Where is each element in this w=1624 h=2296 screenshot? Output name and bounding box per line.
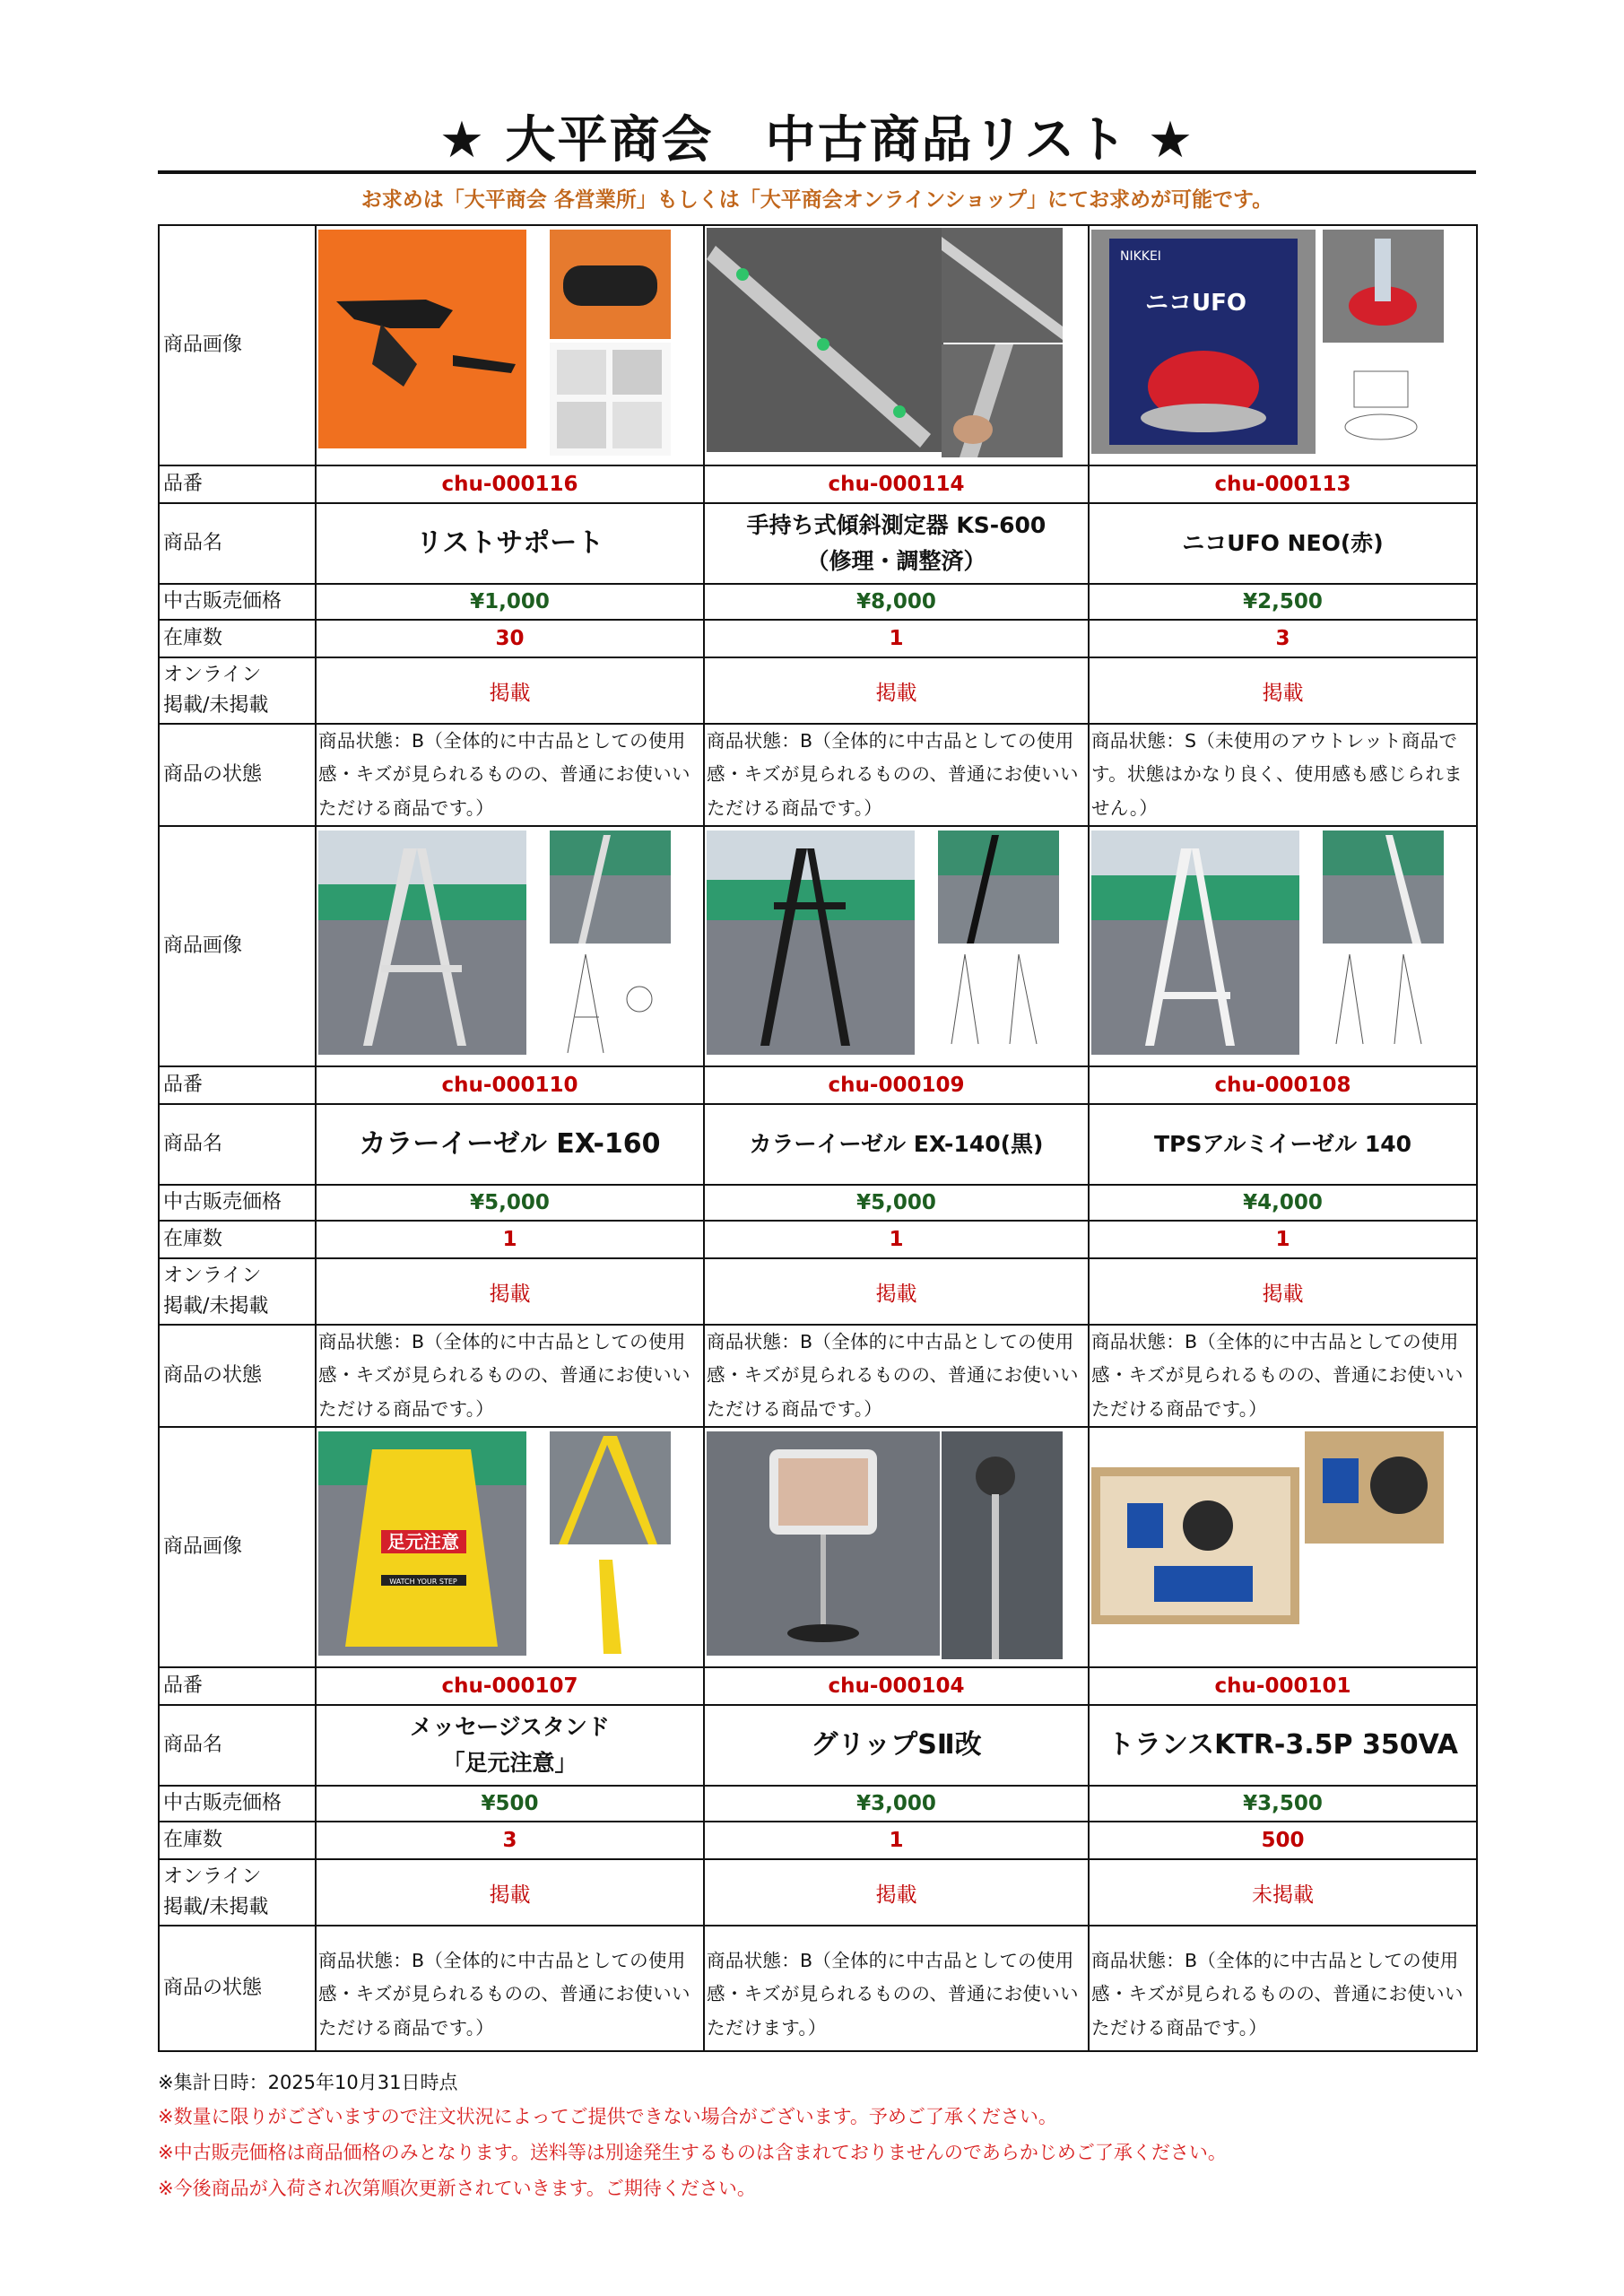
product-stock: 1 [704, 1822, 1089, 1859]
product-name [704, 1705, 1089, 1786]
product-name [316, 503, 704, 584]
product-condition: 商品状態：B（全体的に中古品としての使用感・キズが見られるものの、普通にお使いいただける商品です。） [1089, 1325, 1477, 1427]
product-stock: 500 [1089, 1822, 1477, 1859]
ufo-brand-text: NIKKEI [1120, 249, 1161, 264]
product-name-line: リストサポート [415, 527, 604, 559]
product-block-1 [158, 224, 1478, 827]
product-condition: 商品状態：B（全体的に中古品としての使用感・キズが見られるものの、普通にお使いいただける商品です。） [704, 1325, 1089, 1427]
row-label-online [159, 1859, 316, 1926]
product-name-line: 手持ち式傾斜測定器 KS-600 [746, 512, 1046, 538]
row-label-price: 中古販売価格 [159, 1786, 316, 1822]
product-name-line: トランスKTR-3.5P 350VA [1107, 1729, 1458, 1761]
row-label-name: 商品名 [159, 1705, 316, 1786]
row-label-code: 品番 [159, 1667, 316, 1705]
product-price: ¥1,000 [316, 584, 704, 620]
product-price: ¥5,000 [316, 1185, 704, 1221]
product-image-cell [316, 225, 704, 465]
tps-easel-photo [1091, 831, 1299, 1055]
product-image-cell [704, 1427, 1089, 1667]
product-image-cell [316, 1427, 704, 1667]
row-label-condition: 商品の状態 [159, 1926, 316, 2051]
row-label-image: 商品画像 [159, 225, 316, 465]
wrist-support-photo [318, 230, 526, 448]
product-stock: 3 [316, 1822, 704, 1859]
product-price: ¥2,500 [1089, 584, 1477, 620]
product-name-line: カラーイーゼル EX-140(黒) [749, 1131, 1044, 1157]
product-name-line: メッセージスタンド [410, 1714, 610, 1740]
label-line: オンライン [163, 1865, 262, 1888]
product-image-cell [704, 826, 1089, 1066]
stand-sign-text: 足元注意 [387, 1531, 459, 1552]
easel-ex140-diagram [938, 945, 1059, 1058]
label-line: 掲載/未掲載 [163, 1295, 269, 1318]
row-label-price: 中古販売価格 [159, 1185, 316, 1221]
row-label-code: 品番 [159, 1066, 316, 1104]
product-code: chu-000116 [316, 465, 704, 503]
label-line: オンライン [163, 1264, 262, 1287]
product-price: ¥3,000 [704, 1786, 1089, 1822]
product-stock: 1 [1089, 1221, 1477, 1258]
level-gauge-hand-photo [942, 344, 1063, 457]
row-label-name: 商品名 [159, 503, 316, 584]
nico-ufo-diagram [1323, 344, 1444, 457]
product-image-cell [1089, 826, 1477, 1066]
row-label-image: 商品画像 [159, 826, 316, 1066]
nico-ufo-photo [1323, 230, 1444, 343]
message-stand-folded-image [550, 1546, 671, 1659]
product-condition: 商品状態：B（全体的に中古品としての使用感・キズが見られるものの、普通にお使いいただける商品です。） [316, 1325, 704, 1427]
row-label-condition: 商品の状態 [159, 724, 316, 826]
product-online-status: 掲載 [316, 657, 704, 724]
footer-note: ※数量に限りがございますので注文状況によってご提供できない場合がございます。予めご了承ください。 [158, 2106, 1057, 2127]
product-name-line: カラーイーゼル EX-160 [359, 1128, 661, 1160]
product-online-status: 未掲載 [1089, 1859, 1477, 1926]
product-price: ¥500 [316, 1786, 704, 1822]
product-code: chu-000109 [704, 1066, 1089, 1104]
product-name [1089, 1705, 1477, 1786]
row-label-stock: 在庫数 [159, 1221, 316, 1258]
product-online-status: 掲載 [316, 1258, 704, 1325]
product-block-3 [158, 1426, 1478, 2052]
product-image-cell [1089, 1427, 1477, 1667]
page-title: ★ 大平商会 中古商品リスト ★ [439, 111, 1195, 170]
transformer-detail-photo [1305, 1431, 1444, 1544]
product-code: chu-000114 [704, 465, 1089, 503]
product-stock: 1 [316, 1221, 704, 1258]
grip-stand-detail-photo [942, 1431, 1063, 1659]
product-stock: 3 [1089, 620, 1477, 657]
product-condition: 商品状態：B（全体的に中古品としての使用感・キズが見られるものの、普通にお使いいただける商品です。） [1089, 1926, 1477, 2051]
ufo-name-text: ニコUFO [1145, 290, 1246, 317]
easel-ex140-side-photo [938, 831, 1059, 944]
product-image-cell [316, 826, 704, 1066]
footer-note: ※中古販売価格は商品価格のみとなります。送料等は別途発生するものは含まれておりませんのであらかじめご了承ください。 [158, 2142, 1227, 2163]
tps-easel-side-photo [1323, 831, 1444, 944]
row-label-image: 商品画像 [159, 1427, 316, 1667]
product-online-status: 掲載 [704, 1859, 1089, 1926]
wrist-support-manual-image [550, 343, 671, 456]
tps-easel-diagram [1323, 945, 1444, 1058]
page-subtitle: お求めは「大平商会 各営業所」もしくは「大平商会オンラインショップ」にてお求めが可能です。 [360, 188, 1273, 212]
product-image-cell [1089, 225, 1477, 465]
product-name-line: TPSアルミイーゼル 140 [1153, 1131, 1412, 1157]
product-online-status: 掲載 [704, 657, 1089, 724]
grip-stand-photo [707, 1431, 940, 1656]
product-price: ¥3,500 [1089, 1786, 1477, 1822]
row-label-price: 中古販売価格 [159, 584, 316, 620]
product-condition: 商品状態：B（全体的に中古品としての使用感・キズが見られるものの、普通にお使いいただける商品です。） [316, 724, 704, 826]
product-stock: 1 [704, 620, 1089, 657]
product-online-status: 掲載 [1089, 657, 1477, 724]
easel-ex140-photo [707, 831, 915, 1055]
product-online-status: 掲載 [1089, 1258, 1477, 1325]
product-condition: 商品状態：S（未使用のアウトレット商品です。状態はかなり良く、使用感も感じられません。） [1089, 724, 1477, 826]
message-stand-side-photo [550, 1431, 671, 1544]
product-name [1089, 1104, 1477, 1185]
footer-note: ※集計日時：2025年10月31日時点 [158, 2072, 458, 2093]
transformer-box-photo [1091, 1467, 1299, 1624]
easel-ex160-side-photo [550, 831, 671, 944]
wrist-support-detail-photo [550, 230, 671, 339]
product-code: chu-000107 [316, 1667, 704, 1705]
row-label-condition: 商品の状態 [159, 1325, 316, 1427]
level-gauge-photo [707, 228, 943, 452]
label-line: 掲載/未掲載 [163, 1896, 269, 1918]
product-name [316, 1705, 704, 1786]
easel-ex160-photo [318, 831, 526, 1055]
product-stock: 1 [704, 1221, 1089, 1258]
product-name-line: 「足元注意」 [442, 1750, 578, 1776]
label-line: 掲載/未掲載 [163, 694, 269, 717]
product-name [704, 503, 1089, 584]
row-label-code: 品番 [159, 465, 316, 503]
product-online-status: 掲載 [704, 1258, 1089, 1325]
nico-ufo-package-photo [1091, 230, 1316, 454]
product-name [1089, 503, 1477, 584]
title-underline [158, 170, 1476, 174]
product-online-status: 掲載 [316, 1859, 704, 1926]
product-image-cell [704, 225, 1089, 465]
product-block-2 [158, 825, 1478, 1428]
product-code: chu-000113 [1089, 465, 1477, 503]
product-name-line: グリップSⅡ改 [811, 1729, 982, 1761]
row-label-stock: 在庫数 [159, 1822, 316, 1859]
product-name [704, 1104, 1089, 1185]
product-condition: 商品状態：B（全体的に中古品としての使用感・キズが見られるものの、普通にお使いいただけます。） [704, 1926, 1089, 2051]
footer-note: ※今後商品が入荷され次第順次更新されていきます。ご期待ください。 [158, 2178, 756, 2199]
product-code: chu-000101 [1089, 1667, 1477, 1705]
product-price: ¥8,000 [704, 584, 1089, 620]
row-label-name: 商品名 [159, 1104, 316, 1185]
product-code: chu-000108 [1089, 1066, 1477, 1104]
message-stand-photo [318, 1431, 526, 1656]
product-price: ¥5,000 [704, 1185, 1089, 1221]
product-condition: 商品状態：B（全体的に中古品としての使用感・キズが見られるものの、普通にお使いいただける商品です。） [704, 724, 1089, 826]
product-price: ¥4,000 [1089, 1185, 1477, 1221]
row-label-online [159, 657, 316, 724]
product-code: chu-000110 [316, 1066, 704, 1104]
product-name-line: （修理・調整済） [806, 548, 986, 574]
label-line: オンライン [163, 663, 262, 686]
product-condition: 商品状態：B（全体的に中古品としての使用感・キズが見られるものの、普通にお使いいただける商品です。） [316, 1926, 704, 2051]
product-code: chu-000104 [704, 1667, 1089, 1705]
easel-ex160-diagram [550, 945, 671, 1058]
product-name [316, 1104, 704, 1185]
product-stock: 30 [316, 620, 704, 657]
row-label-online [159, 1258, 316, 1325]
stand-sub-text: WATCH YOUR STEP [389, 1578, 457, 1586]
level-gauge-detail-photo [942, 228, 1063, 343]
row-label-stock: 在庫数 [159, 620, 316, 657]
product-name-line: ニコUFO NEO(赤) [1182, 530, 1384, 556]
